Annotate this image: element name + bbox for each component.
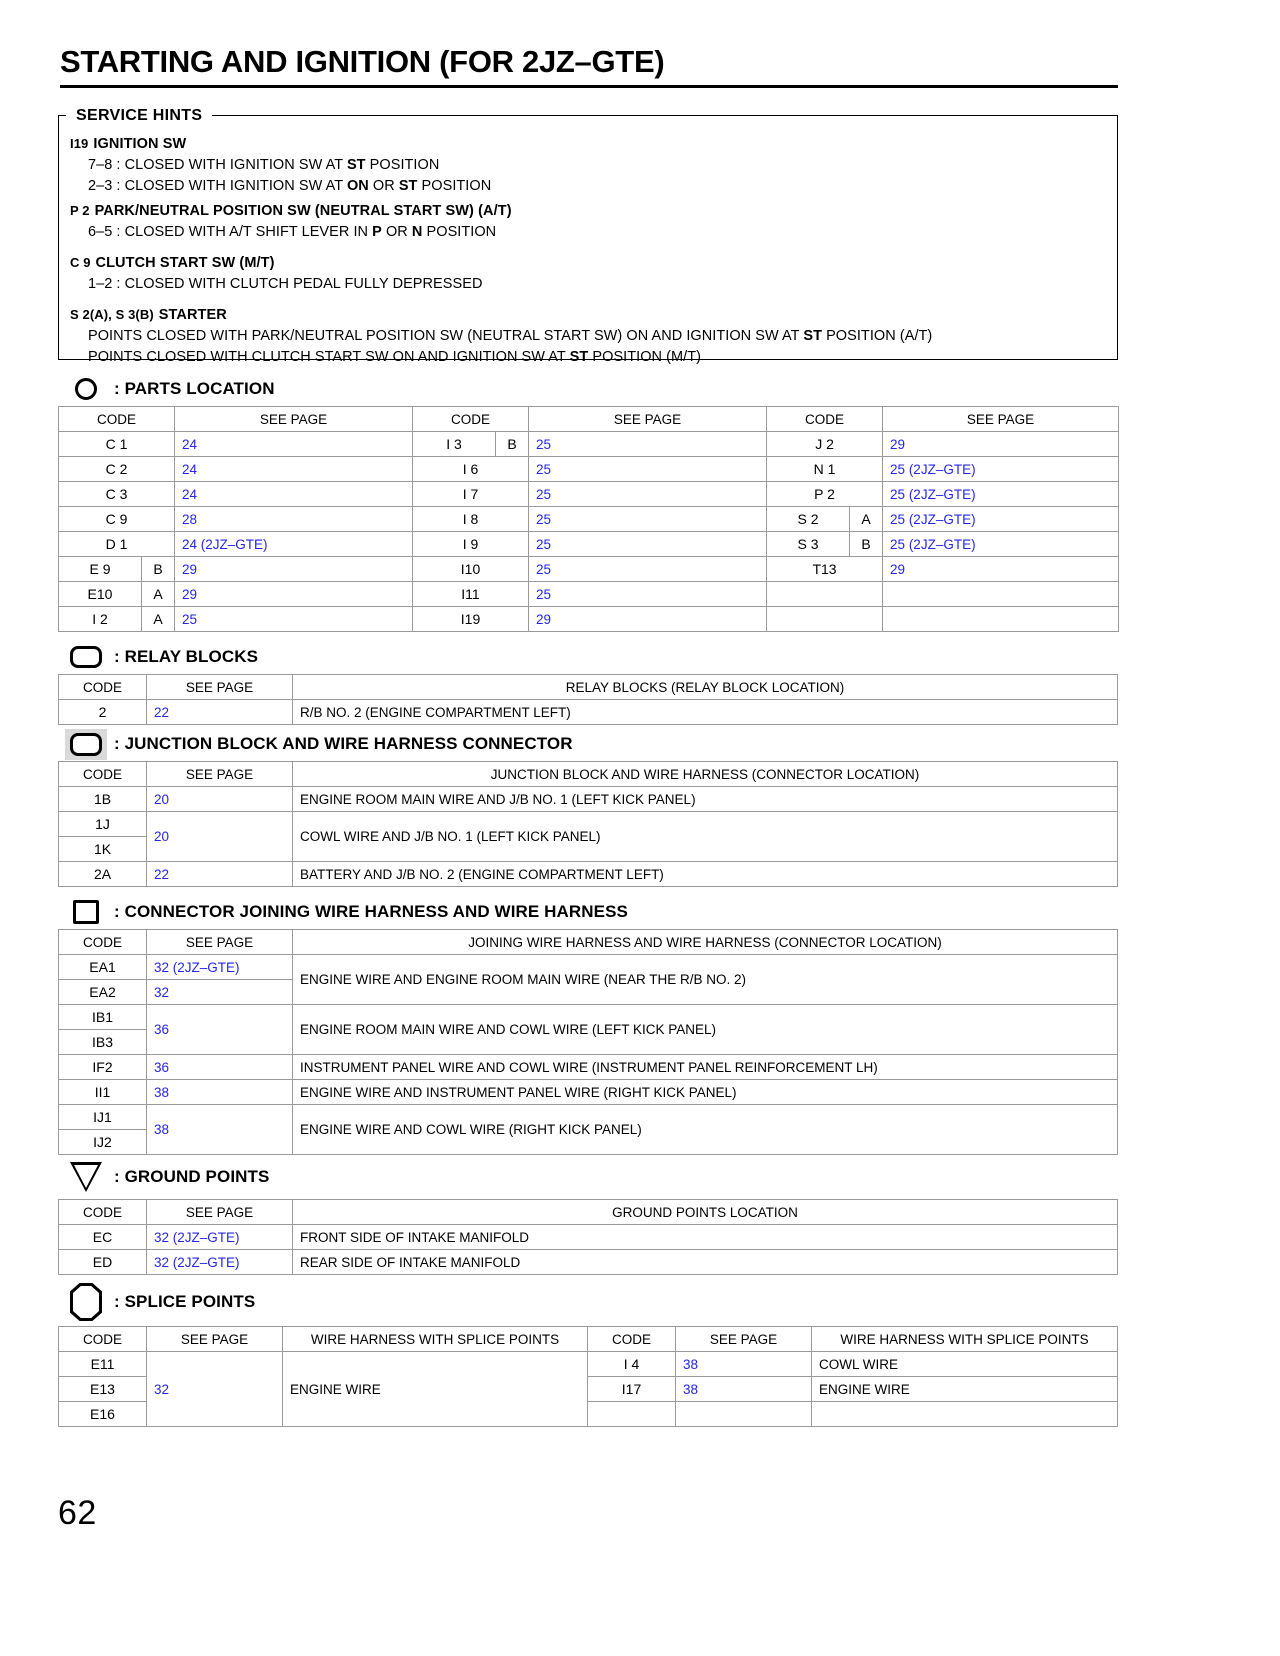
hint-text: OR <box>368 178 399 194</box>
table-row <box>59 1055 1118 1080</box>
parts-location-label: : PARTS LOCATION <box>114 379 275 398</box>
cell-code: 2 <box>59 700 147 725</box>
cell-code: EA2 <box>59 980 147 1005</box>
cell-see-page: 28 <box>175 507 413 532</box>
junction-block-header <box>58 727 1118 761</box>
cell-code: S 3 <box>767 532 850 557</box>
cell-code: 1B <box>59 787 147 812</box>
hint-emphasis: ST <box>398 178 418 194</box>
parts-location-section <box>58 372 1119 632</box>
col-header-harness-left: WIRE HARNESS WITH SPLICE POINTS <box>283 1327 588 1352</box>
cell-code: J 2 <box>767 432 883 457</box>
col-header-code: CODE <box>59 762 147 787</box>
splice-points-header <box>58 1278 1118 1326</box>
cell-code <box>767 607 883 632</box>
col-header-code: CODE <box>59 1200 147 1225</box>
table-row <box>59 482 1119 507</box>
table-header-row <box>59 407 1119 432</box>
title-block <box>60 46 1118 88</box>
cell-code: I11 <box>413 582 529 607</box>
cell-see-page: 32 (2JZ–GTE) <box>147 1250 293 1275</box>
table-header-row <box>59 1200 1118 1225</box>
cell-code: E 9 <box>59 557 142 582</box>
hint-pins: 1–2 : <box>88 276 125 292</box>
cell-see-page: 38 <box>676 1352 812 1377</box>
col-header-code-1: CODE <box>59 407 175 432</box>
hint-code: S 2(A), S 3(B) <box>70 307 154 322</box>
cell-see-page: 25 (2JZ–GTE) <box>883 532 1119 557</box>
parts-location-table <box>58 406 1119 632</box>
cell-see-page: 38 <box>147 1105 293 1155</box>
cell-code: I10 <box>413 557 529 582</box>
relay-blocks-label: : RELAY BLOCKS <box>114 647 259 666</box>
rounded-rect-icon <box>58 646 114 668</box>
col-header-seepage-3: SEE PAGE <box>883 407 1119 432</box>
cell-see-page: 38 <box>147 1080 293 1105</box>
cell-code: I17 <box>588 1377 676 1402</box>
col-header-code-left: CODE <box>59 1327 147 1352</box>
col-header-seepage-left: SEE PAGE <box>147 1327 283 1352</box>
cell-code: N 1 <box>767 457 883 482</box>
cell-see-page: 25 <box>175 607 413 632</box>
cell-code: E16 <box>59 1402 147 1427</box>
table-row <box>59 532 1119 557</box>
table-header-row <box>59 1327 1118 1352</box>
hint-line <box>88 328 1110 344</box>
cell-see-page: 25 (2JZ–GTE) <box>883 482 1119 507</box>
cell-description: ENGINE WIRE <box>812 1377 1118 1402</box>
cell-description: COWL WIRE <box>812 1352 1118 1377</box>
table-row <box>59 557 1119 582</box>
hint-line <box>88 178 1110 194</box>
hint-line <box>88 157 1110 173</box>
junction-block-section <box>58 727 1118 887</box>
cell-code: I 4 <box>588 1352 676 1377</box>
col-header-seepage-1: SEE PAGE <box>175 407 413 432</box>
hint-emphasis: N <box>411 224 423 240</box>
cell-code: IB3 <box>59 1030 147 1055</box>
cell-code: I 2 <box>59 607 142 632</box>
hint-name: STARTER <box>158 307 227 323</box>
cell-description: COWL WIRE AND J/B NO. 1 (LEFT KICK PANEL) <box>293 812 1118 862</box>
cell-code: E10 <box>59 582 142 607</box>
cell-code: EA1 <box>59 955 147 980</box>
cell-see-page: 24 (2JZ–GTE) <box>175 532 413 557</box>
hint-spacer <box>70 292 1110 298</box>
circle-icon <box>58 378 114 400</box>
hint-code: C 9 <box>70 255 91 270</box>
table-row <box>59 1005 1118 1030</box>
hint-emphasis: ST <box>803 328 822 344</box>
hint-pins: 7–8 : <box>88 157 125 173</box>
col-header-seepage-2: SEE PAGE <box>529 407 767 432</box>
cell-see-page: 22 <box>147 862 293 887</box>
table-header-row <box>59 930 1118 955</box>
cell-code: I 7 <box>413 482 529 507</box>
cell-see-page: 25 (2JZ–GTE) <box>883 457 1119 482</box>
cell-code: 1K <box>59 837 147 862</box>
cell-code: D 1 <box>59 532 175 557</box>
table-header-row <box>59 675 1118 700</box>
cell-code: 1J <box>59 812 147 837</box>
hint-text: POSITION (M/T) <box>588 349 702 365</box>
cell-code: IJ1 <box>59 1105 147 1130</box>
table-header-row <box>59 762 1118 787</box>
hint-name: PARK/NEUTRAL POSITION SW (NEUTRAL START SW) (A/T) <box>94 203 512 219</box>
cell-code: IJ2 <box>59 1130 147 1155</box>
ground-points-label: : GROUND POINTS <box>114 1167 270 1186</box>
cell-see-page: 25 <box>529 457 767 482</box>
cell-code: EC <box>59 1225 147 1250</box>
cell-subcode: A <box>850 507 883 532</box>
cell-see-page: 32 (2JZ–GTE) <box>147 1225 293 1250</box>
cell-see-page: 36 <box>147 1055 293 1080</box>
hint-text: CLOSED WITH IGNITION SW AT <box>124 157 347 173</box>
col-header-code-right: CODE <box>588 1327 676 1352</box>
col-header-harness-right: WIRE HARNESS WITH SPLICE POINTS <box>812 1327 1118 1352</box>
cell-code: I19 <box>413 607 529 632</box>
cell-subcode: A <box>142 582 175 607</box>
cell-see-page: 25 <box>529 532 767 557</box>
cell-see-page: 24 <box>175 432 413 457</box>
table-row <box>59 507 1119 532</box>
connector-joining-label: : CONNECTOR JOINING WIRE HARNESS AND WIRE HARNESS <box>114 902 628 921</box>
splice-points-table <box>58 1326 1118 1427</box>
hint-heading <box>70 136 1110 152</box>
col-header-desc: JOINING WIRE HARNESS AND WIRE HARNESS (CONNECTOR LOCATION) <box>293 930 1118 955</box>
service-hints-legend: SERVICE HINTS <box>66 107 212 125</box>
hint-emphasis: ON <box>346 178 369 194</box>
hint-text: POSITION <box>365 157 440 173</box>
cell-see-page: 36 <box>147 1005 293 1055</box>
cell-see-page: 25 <box>529 482 767 507</box>
ground-points-table <box>58 1199 1118 1275</box>
cell-code <box>588 1402 676 1427</box>
cell-code: E11 <box>59 1352 147 1377</box>
cell-see-page <box>883 582 1119 607</box>
ground-points-header <box>58 1155 1118 1199</box>
cell-code: I 6 <box>413 457 529 482</box>
cell-subcode: B <box>850 532 883 557</box>
hint-heading <box>70 203 1110 219</box>
relay-blocks-header <box>58 640 1118 674</box>
hint-text: POINTS CLOSED WITH CLUTCH START SW ON AND IGNITION SW AT <box>88 349 570 365</box>
cell-code: C 1 <box>59 432 175 457</box>
hint-text: CLOSED WITH A/T SHIFT LEVER IN <box>124 224 373 240</box>
hint-line <box>88 349 1110 365</box>
table-row <box>59 457 1119 482</box>
connector-joining-section <box>58 895 1118 1155</box>
table-row <box>59 432 1119 457</box>
parts-location-header <box>58 372 1119 406</box>
cell-subcode: B <box>496 432 529 457</box>
cell-description: R/B NO. 2 (ENGINE COMPARTMENT LEFT) <box>293 700 1118 725</box>
col-header-seepage-right: SEE PAGE <box>676 1327 812 1352</box>
page-number: 62 <box>58 1494 97 1532</box>
hint-code: P 2 <box>70 203 90 218</box>
col-header-code: CODE <box>59 675 147 700</box>
hint-text: POSITION <box>417 178 492 194</box>
cell-code: I 8 <box>413 507 529 532</box>
cell-description: ENGINE ROOM MAIN WIRE AND COWL WIRE (LEFT KICK PANEL) <box>293 1005 1118 1055</box>
cell-code: S 2 <box>767 507 850 532</box>
cell-see-page: 22 <box>147 700 293 725</box>
hint-text: CLOSED WITH IGNITION SW AT <box>124 178 347 194</box>
cell-code: II1 <box>59 1080 147 1105</box>
hint-text: OR <box>381 224 412 240</box>
cell-see-page: 20 <box>147 787 293 812</box>
hint-emphasis: P <box>372 224 382 240</box>
cell-see-page: 24 <box>175 482 413 507</box>
cell-code: C 9 <box>59 507 175 532</box>
hint-pins: 6–5 : <box>88 224 125 240</box>
cell-code: C 2 <box>59 457 175 482</box>
hint-pins: 2–3 : <box>88 178 125 194</box>
cell-description: BATTERY AND J/B NO. 2 (ENGINE COMPARTMENT LEFT) <box>293 862 1118 887</box>
cell-see-page: 25 <box>529 507 767 532</box>
table-row <box>59 812 1118 837</box>
col-header-seepage: SEE PAGE <box>147 1200 293 1225</box>
square-icon <box>58 900 114 924</box>
cell-see-page: 25 (2JZ–GTE) <box>883 507 1119 532</box>
cell-description: ENGINE WIRE AND INSTRUMENT PANEL WIRE (RIGHT KICK PANEL) <box>293 1080 1118 1105</box>
hint-line <box>88 276 1110 292</box>
cell-description: FRONT SIDE OF INTAKE MANIFOLD <box>293 1225 1118 1250</box>
cell-see-page <box>676 1402 812 1427</box>
cell-description: INSTRUMENT PANEL WIRE AND COWL WIRE (INSTRUMENT PANEL REINFORCEMENT LH) <box>293 1055 1118 1080</box>
hint-text: POSITION (A/T) <box>822 328 933 344</box>
table-row <box>59 1105 1118 1130</box>
cell-see-page: 32 (2JZ–GTE) <box>147 955 293 980</box>
hint-emphasis: ST <box>346 157 366 173</box>
table-row <box>59 862 1118 887</box>
cell-code: ED <box>59 1250 147 1275</box>
hint-name: CLUTCH START SW (M/T) <box>95 255 275 271</box>
cell-code: C 3 <box>59 482 175 507</box>
col-header-code-3: CODE <box>767 407 883 432</box>
ground-points-section <box>58 1155 1118 1275</box>
cell-see-page: 32 <box>147 1352 283 1427</box>
cell-see-page <box>883 607 1119 632</box>
hint-emphasis: ST <box>569 349 589 365</box>
col-header-seepage: SEE PAGE <box>147 675 293 700</box>
cell-see-page: 25 <box>529 557 767 582</box>
col-header-desc: JUNCTION BLOCK AND WIRE HARNESS (CONNECTOR LOCATION) <box>293 762 1118 787</box>
cell-code: T13 <box>767 557 883 582</box>
cell-code: IF2 <box>59 1055 147 1080</box>
col-header-code-2: CODE <box>413 407 529 432</box>
service-hints-content <box>70 136 1110 365</box>
splice-points-section <box>58 1278 1118 1427</box>
cell-see-page: 29 <box>883 557 1119 582</box>
table-row <box>59 1352 1118 1377</box>
col-header-desc: GROUND POINTS LOCATION <box>293 1200 1118 1225</box>
cell-see-page: 29 <box>529 607 767 632</box>
table-row <box>59 1080 1118 1105</box>
cell-description: ENGINE WIRE <box>283 1352 588 1427</box>
table-row <box>59 955 1118 980</box>
table-row <box>59 700 1118 725</box>
connector-joining-table <box>58 929 1118 1155</box>
cell-code: P 2 <box>767 482 883 507</box>
junction-block-label: : JUNCTION BLOCK AND WIRE HARNESS CONNECTOR <box>114 734 573 753</box>
table-row <box>59 787 1118 812</box>
hint-text: CLOSED WITH CLUTCH PEDAL FULLY DEPRESSED <box>124 276 483 292</box>
page-title: STARTING AND IGNITION (FOR 2JZ–GTE) <box>60 44 665 79</box>
cell-description: REAR SIDE OF INTAKE MANIFOLD <box>293 1250 1118 1275</box>
hint-text: POINTS CLOSED WITH PARK/NEUTRAL POSITION SW (NEUTRAL START SW) ON AND IGNITION SW AT <box>88 328 804 344</box>
hint-spacer <box>70 240 1110 246</box>
cell-see-page: 38 <box>676 1377 812 1402</box>
cell-code: I 9 <box>413 532 529 557</box>
hint-line <box>88 224 1110 240</box>
cell-code <box>767 582 883 607</box>
cell-see-page: 29 <box>175 557 413 582</box>
cell-description <box>812 1402 1118 1427</box>
table-row <box>59 607 1119 632</box>
table-row <box>59 582 1119 607</box>
cell-see-page: 29 <box>175 582 413 607</box>
hint-heading <box>70 307 1110 323</box>
hint-text: POSITION <box>422 224 497 240</box>
cell-see-page: 32 <box>147 980 293 1005</box>
col-header-seepage: SEE PAGE <box>147 930 293 955</box>
cell-code: I 3 <box>413 432 496 457</box>
octagon-icon <box>58 1283 114 1321</box>
cell-description: ENGINE WIRE AND ENGINE ROOM MAIN WIRE (NEAR THE R/B NO. 2) <box>293 955 1118 1005</box>
cell-code: E13 <box>59 1377 147 1402</box>
col-header-seepage: SEE PAGE <box>147 762 293 787</box>
splice-points-label: : SPLICE POINTS <box>114 1292 256 1311</box>
rounded-rect-highlight-icon <box>58 729 114 760</box>
connector-joining-header <box>58 895 1118 929</box>
cell-code: 2A <box>59 862 147 887</box>
cell-subcode: B <box>142 557 175 582</box>
hint-code: I19 <box>70 136 89 151</box>
table-row <box>59 1250 1118 1275</box>
hint-name: IGNITION SW <box>93 136 187 152</box>
cell-subcode: A <box>142 607 175 632</box>
cell-code: IB1 <box>59 1005 147 1030</box>
cell-description: ENGINE WIRE AND COWL WIRE (RIGHT KICK PANEL) <box>293 1105 1118 1155</box>
cell-see-page: 24 <box>175 457 413 482</box>
col-header-code: CODE <box>59 930 147 955</box>
triangle-icon <box>58 1162 114 1192</box>
relay-blocks-section <box>58 640 1118 725</box>
cell-description: ENGINE ROOM MAIN WIRE AND J/B NO. 1 (LEFT KICK PANEL) <box>293 787 1118 812</box>
cell-see-page: 20 <box>147 812 293 862</box>
junction-block-table <box>58 761 1118 887</box>
cell-see-page: 29 <box>883 432 1119 457</box>
table-row <box>59 1225 1118 1250</box>
hint-heading <box>70 255 1110 271</box>
cell-see-page: 25 <box>529 432 767 457</box>
col-header-desc: RELAY BLOCKS (RELAY BLOCK LOCATION) <box>293 675 1118 700</box>
cell-see-page: 25 <box>529 582 767 607</box>
relay-blocks-table <box>58 674 1118 725</box>
title-rule <box>60 85 1118 88</box>
